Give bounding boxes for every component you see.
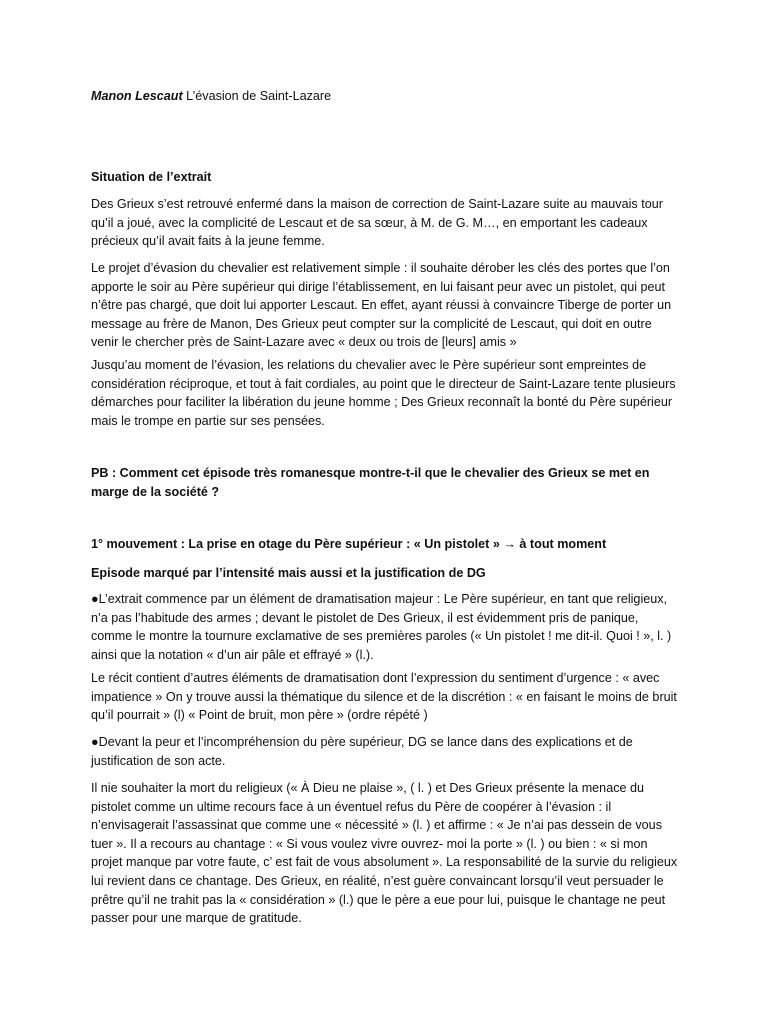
- paragraph-relations: Jusqu’au moment de l’évasion, les relations du chevalier avec le Père supérieur sont empreintes de considération réciproque, et tout à fait cordiales, au point que le directeur de Saint-Lazare tente plusieurs démarches pour faciliter la libération du jeune homme ; Des Grieux reconnaît la bonté du Père supérieur mais le trompe en partie sur ses pensées.: [91, 358, 676, 428]
- paragraph-context: Des Grieux s’est retrouvé enfermé dans la maison de correction de Saint-Lazare suite au mauvais tour qu’il a joué, avec la complicité de Lescaut et de sa sœur, à M. de G. M…, en emportant les cadeaux précieux qu’il avait faits à la jeune femme.: [91, 197, 663, 249]
- extract-title: L’évasion de Saint-Lazare: [182, 89, 332, 103]
- work-title: Manon Lescaut: [91, 89, 183, 103]
- paragraph-escape-plan: Le projet d’évasion du chevalier est relativement simple : il souhaite dérober les clés des portes que l’on apporte le soir au Père supérieur qui dirige l’établissement, en lui faisant peur avec un pistolet, qui peut n’être pas chargé, que doit lui apporter Lescaut. En effet, ayant réussi à convaincre Tiberge de porter un message au frère de Manon, Des Grieux peut compter sur la complicité de Lescaut, qui doit en outre venir le chercher près de Saint-Lazare avec « deux ou trois de [leurs] amis »: [91, 261, 672, 350]
- paragraph-justification: ●Devant la peur et l’incompréhension du père supérieur, DG se lance dans des explications et de justification de son acte.: [91, 735, 633, 768]
- movement-1-subheading: Episode marqué par l’intensité mais aussi et la justification de DG: [91, 566, 486, 580]
- problematique: PB : Comment cet épisode très romanesque montre-t-il que le chevalier des Grieux se met en marge de la société ?: [91, 466, 650, 499]
- movement-1-heading: 1° mouvement : La prise en otage du Père supérieur : « Un pistolet » → à tout moment: [91, 537, 607, 551]
- paragraph-dramatisation: ●L’extrait commence par un élément de dramatisation majeur : Le Père supérieur, en tant que religieux, n’a pas l’habitude des armes ; devant le pistolet de Des Grieux, il est évidemment pris de panique, comme le montre la tournure exclamative de ses premières paroles (« Un pistolet ! me dit-il. Quoi ! », l. ) ainsi que la notation « d’un air pâle et effrayé » (l.).: [91, 592, 672, 662]
- document-title: [91, 87, 681, 106]
- situation-heading: Situation de l’extrait: [91, 170, 212, 184]
- paragraph-urgency: Le récit contient d’autres éléments de dramatisation dont l’expression du sentiment d’urgence : « avec impatience » On y trouve aussi la thématique du silence et de la discrétion : « en faisant le moins de bruit qu’il pourrait » (l) « Point de bruit, mon père » (ordre répété ): [91, 671, 677, 723]
- paragraph-chantage: Il nie souhaiter la mort du religieux (« À Dieu ne plaise », ( l. ) et Des Grieux présente la menace du pistolet comme un ultime recours face à un éventuel refus du Père de coopérer à l’évasion : il n’envisagerait l’assassinat que comme une « nécessité » (l. ) et affirme : « Je n’ai pas dessein de vous tuer ». Il a recours au chantage : « Si vous voulez vivre ouvrez- moi la porte » (l. ) ou bien : « si mon projet manque par votre faute, c’ est fait de vous absolument ». La responsabilité de la survie du religieux lui revient dans ce chantage. Des Grieux, en réalité, n’est guère convaincant lorsqu’il veut persuader le prêtre qu’il ne trahit pas la « considération » (l.) que le père a eue pour lui, puisque le chantage ne peut passer pour une marque de gratitude.: [91, 781, 678, 926]
